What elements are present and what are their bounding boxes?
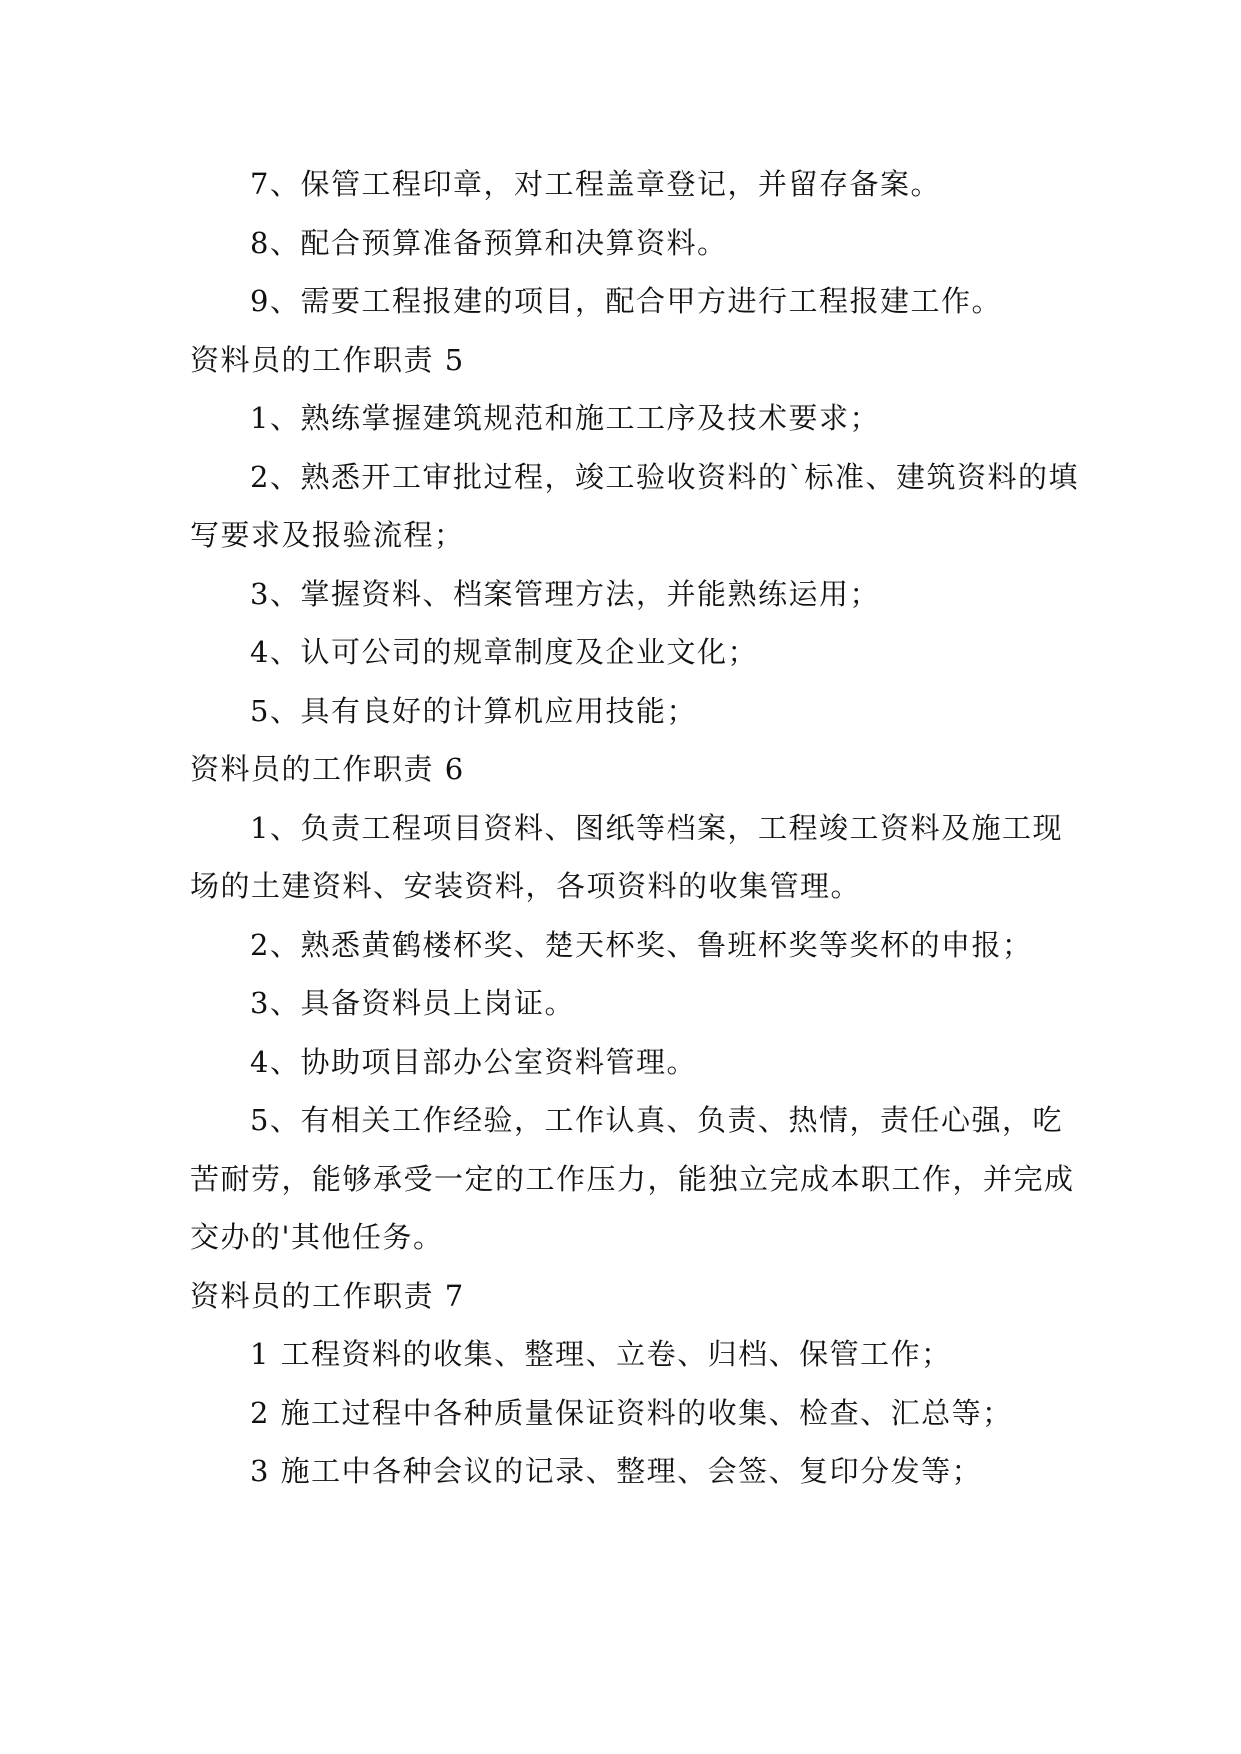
list-item: 3、具备资料员上岗证。: [250, 986, 575, 1020]
list-item: 1、负责工程项目资料、图纸等档案，工程竣工资料及施工现场的土建资料、安装资料，各项资料的收集管理。: [190, 810, 1063, 903]
list-item: 1、熟练掌握建筑规范和施工工序及技术要求；: [250, 401, 880, 435]
list-item: 1 工程资料的收集、整理、立卷、归档、保管工作；: [250, 1337, 952, 1371]
list-item: 3、掌握资料、档案管理方法，并能熟练运用；: [250, 576, 880, 611]
list-item: 5、有相关工作经验，工作认真、负责、热情，责任心强，吃苦耐劳，能够承受一定的工作压力，能独立完成本职工作，并完成交办的'其他任务。: [190, 1103, 1075, 1254]
list-item: 5、具有良好的计算机应用技能；: [250, 693, 697, 728]
section-heading: 资料员的工作职责 7: [190, 1278, 465, 1313]
list-item: 3 施工中各种会议的记录、整理、会签、复印分发等；: [250, 1454, 983, 1488]
list-item: 7、保管工程印章，对工程盖章登记，并留存备案。: [250, 167, 941, 201]
list-item: 2、熟悉黄鹤楼杯奖、楚天杯奖、鲁班杯奖等奖杯的申报；: [250, 927, 1033, 962]
section-heading: 资料员的工作职责 6: [190, 752, 465, 786]
section-heading: 资料员的工作职责 5: [190, 342, 465, 377]
document-body: [190, 155, 1090, 1501]
list-item: 8、配合预算准备预算和决算资料。: [250, 225, 728, 260]
list-item: 2 施工过程中各种质量保证资料的收集、检查、汇总等；: [250, 1395, 1013, 1430]
list-item: 9、需要工程报建的项目，配合甲方进行工程报建工作。: [250, 284, 1002, 318]
list-item: 2、熟悉开工审批过程，竣工验收资料的`标准、建筑资料的填写要求及报验流程；: [190, 459, 1079, 552]
list-item: 4、认可公司的规章制度及企业文化；: [250, 635, 758, 669]
list-item: 4、协助项目部办公室资料管理。: [250, 1044, 697, 1079]
